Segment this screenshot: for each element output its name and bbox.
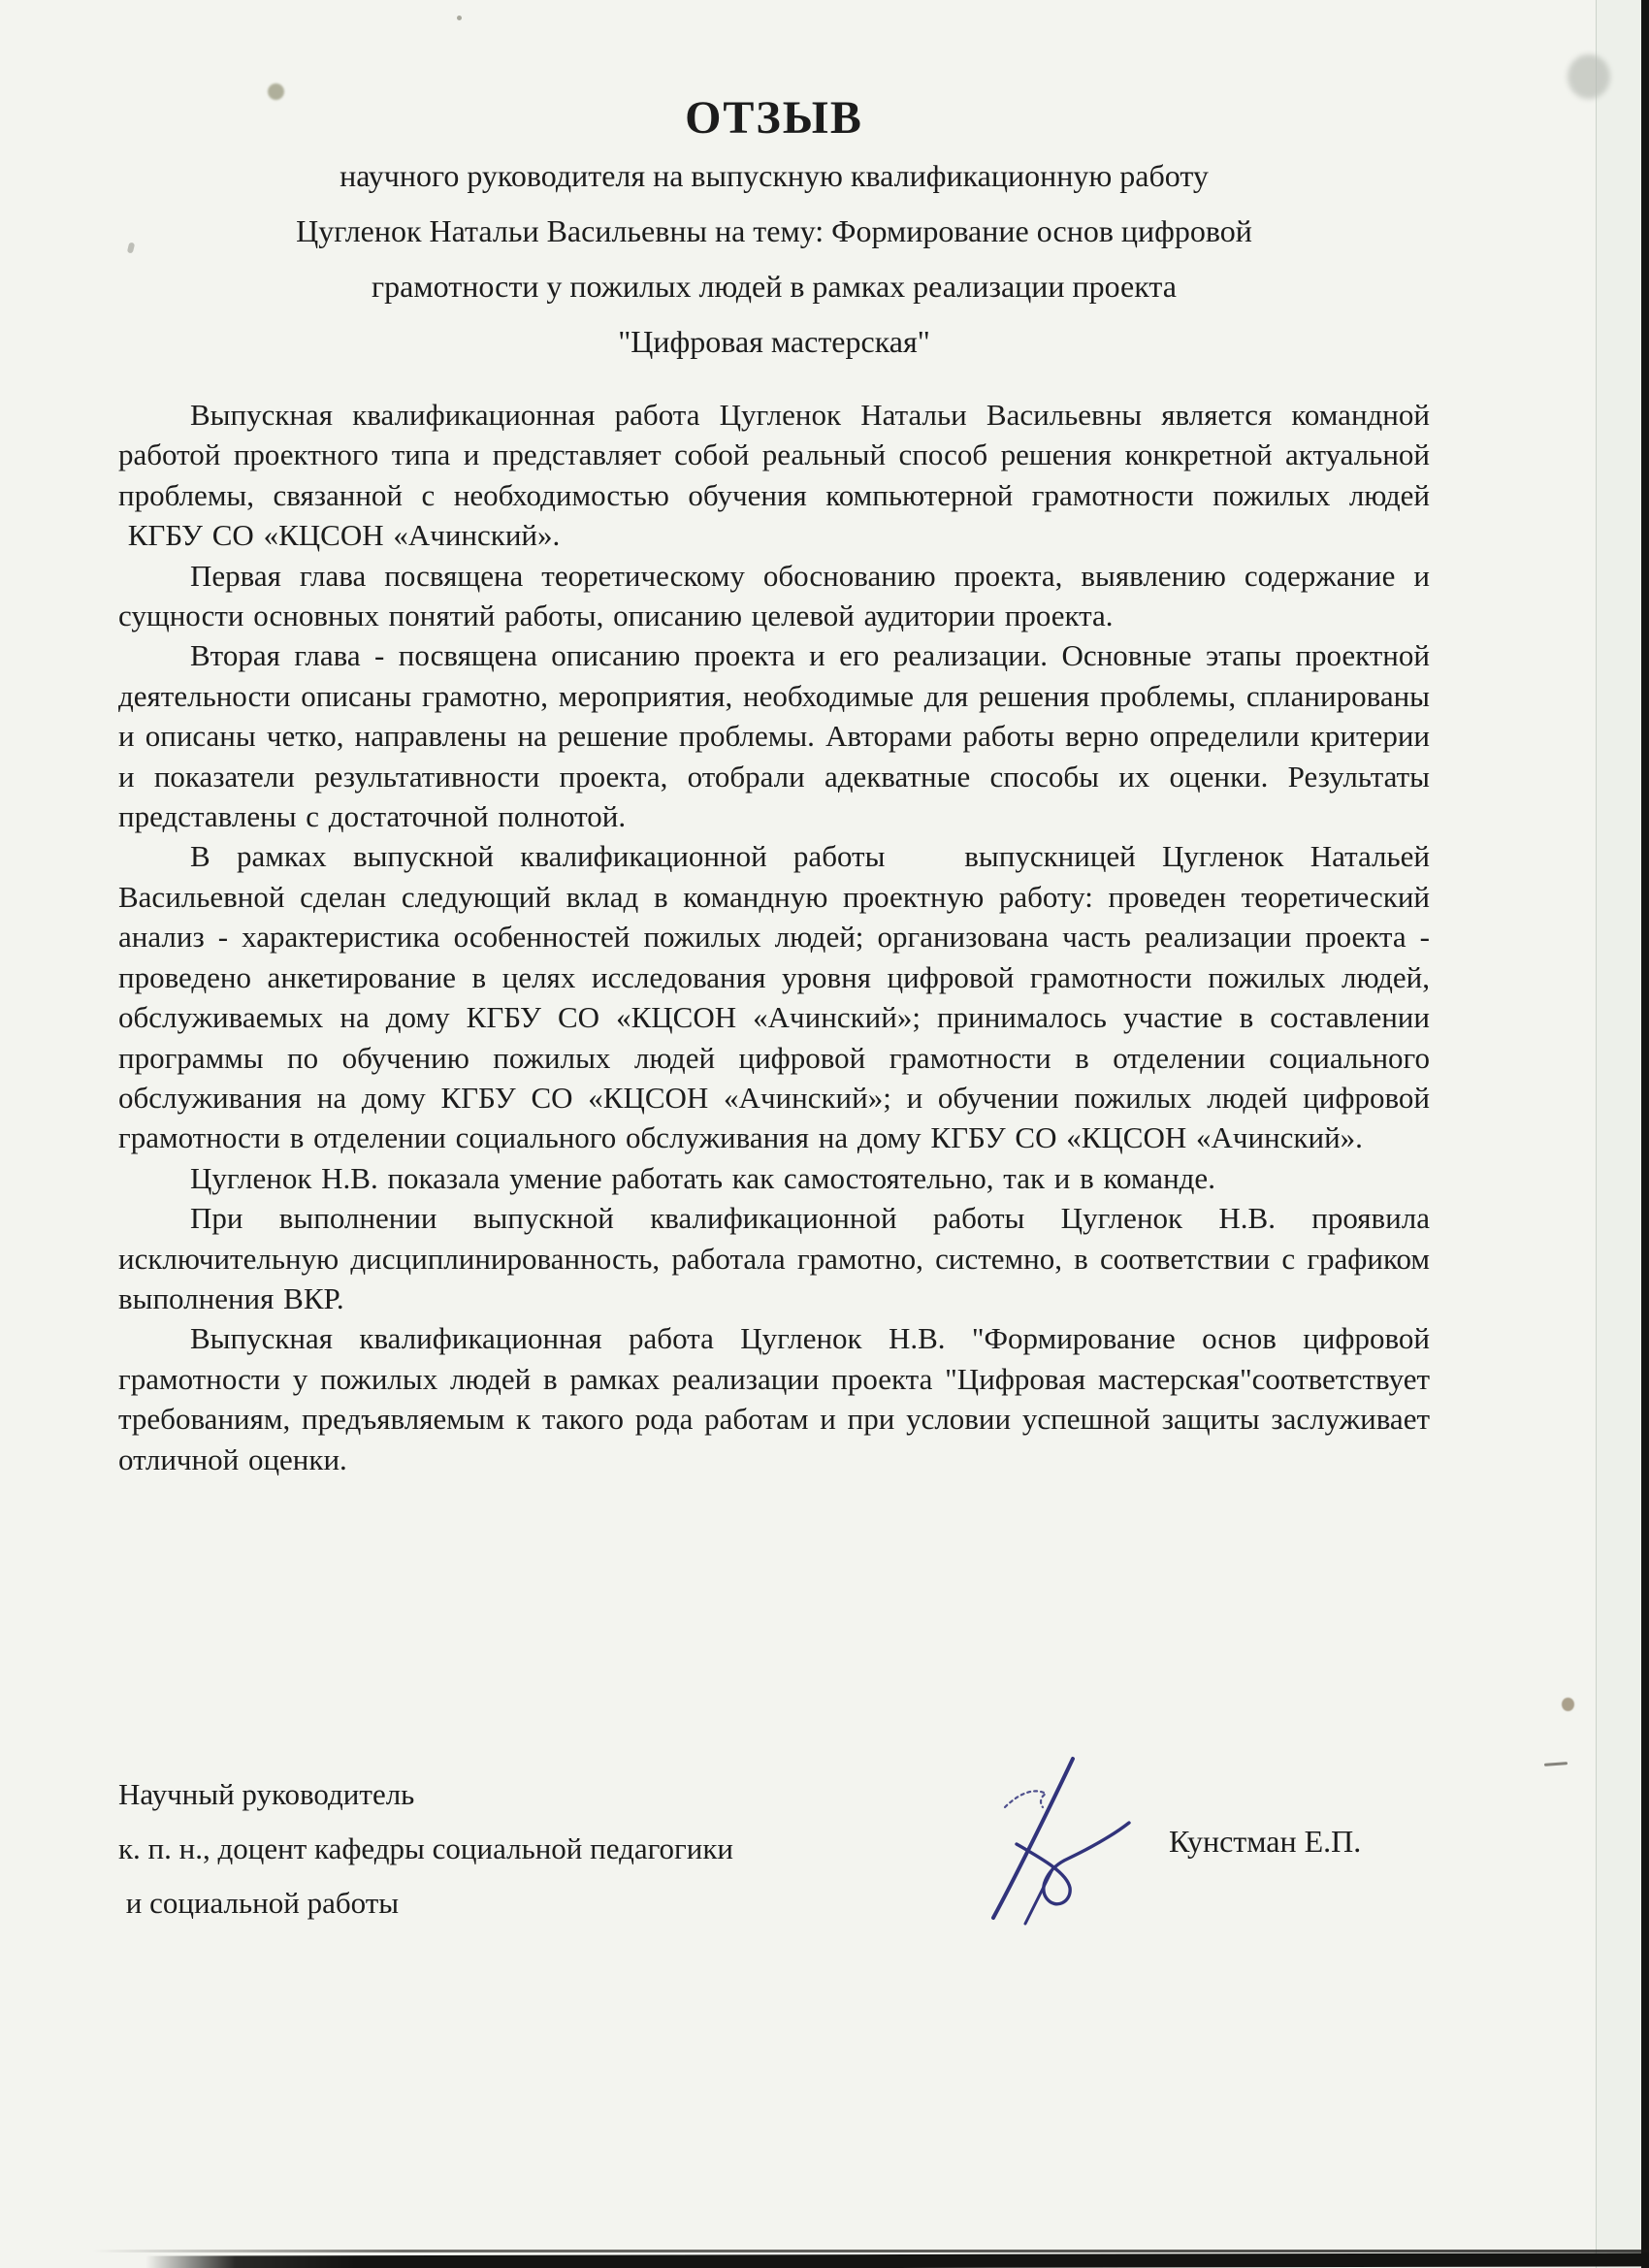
signature-name: Кунстман Е.П. xyxy=(1169,1824,1362,1859)
paragraph: В рамках выпускной квалификационной работы выпускницей Цугленок Натальей Васильевной сделан следующий вклад в командную проектную работу: проведен теоретический анализ - характеристика особенностей пожилых людей; организована часть реализации проекта - проведено анкетирование в целях исследования уровня цифровой грамотности пожилых людей, обслуживаемых на дому КГБУ СО «КЦСОН «Ачинский»; принималось участие в составлении программы по обучению пожилых людей цифровой грамотности в отделении социального обслуживания на дому КГБУ СО «КЦСОН «Ачинский»; и обучении пожилых людей цифровой грамотности в отделении социального обслуживания на дому КГБУ СО «КЦСОН «Ачинский». xyxy=(118,839,1430,1155)
dust-speck xyxy=(1562,1698,1574,1711)
scan-page-edge-strip xyxy=(1596,0,1642,2268)
scan-edge-right xyxy=(1641,0,1649,2268)
paragraph: При выполнении выпускной квалификационной работы Цугленок Н.В. проявила исключительную дисциплинированность, работала грамотно, системно, в соответствии с графиком выполнения ВКР. xyxy=(118,1201,1430,1315)
header-line: "Цифровая мастерская" xyxy=(618,324,930,359)
dust-speck xyxy=(268,83,284,100)
paragraph: Цугленок Н.В. показала умение работать как самостоятельно, так и в команде. xyxy=(190,1160,1215,1195)
scan-edge-bottom xyxy=(146,2252,1649,2268)
handwritten-signature-ink xyxy=(972,1739,1137,1943)
scan-edge-bottom-line xyxy=(92,2250,1649,2252)
paragraph: Первая глава посвящена теоретическому обоснованию проекта, выявлению содержание и сущности основных понятий работы, описанию целевой аудитории проекта. xyxy=(118,558,1430,633)
header-line: научного руководителя на выпускную квалификационную работу xyxy=(340,158,1209,193)
dust-speck xyxy=(457,16,462,20)
document-header xyxy=(118,148,1430,370)
header-line: Цугленок Натальи Васильевны на тему: Формирование основ цифровой xyxy=(296,213,1252,248)
header-line: грамотности у пожилых людей в рамках реализации проекта xyxy=(372,269,1177,304)
pen-dash-mark xyxy=(1544,1762,1568,1766)
document-title: ОТЗЫВ xyxy=(685,92,863,144)
signature-role-line: и социальной работы xyxy=(118,1886,400,1920)
scan-smudge xyxy=(1568,54,1610,99)
signature-role-line: к. п. н., доцент кафедры социальной педагогики xyxy=(118,1831,734,1865)
signature-role-line: Научный руководитель xyxy=(118,1777,415,1811)
paragraph: Вторая глава - посвящена описанию проекта и его реализации. Основные этапы проектной деятельности описаны грамотно, мероприятия, необходимые для решения проблемы, спланированы и описаны четко, направлены на решение проблемы. Авторами работы верно определили критерии и показатели результативности проекта, отобрали адекватные способы их оценки. Результаты представлены с достаточной полнотой. xyxy=(118,638,1430,834)
paragraph: Выпускная квалификационная работа Цугленок Н.В. "Формирование основ цифровой грамотности у пожилых людей в рамках реализации проекта "Цифровая мастерская"соответствует требованиям, предъявляемым к такого рода работам и при условии успешной защиты заслуживает отличной оценки. xyxy=(118,1321,1430,1476)
signature-role-block xyxy=(118,1767,856,1930)
paragraph: Выпускная квалификационная работа Цугленок Натальи Васильевны является командной работой проектного типа и представляет собой реальный способ решения конкретной актуальной проблемы, связанной с необходимостью обучения компьютерной грамотности пожилых людей КГБУ СО «КЦСОН «Ачинский». xyxy=(118,398,1430,553)
document-body xyxy=(118,395,1430,1479)
